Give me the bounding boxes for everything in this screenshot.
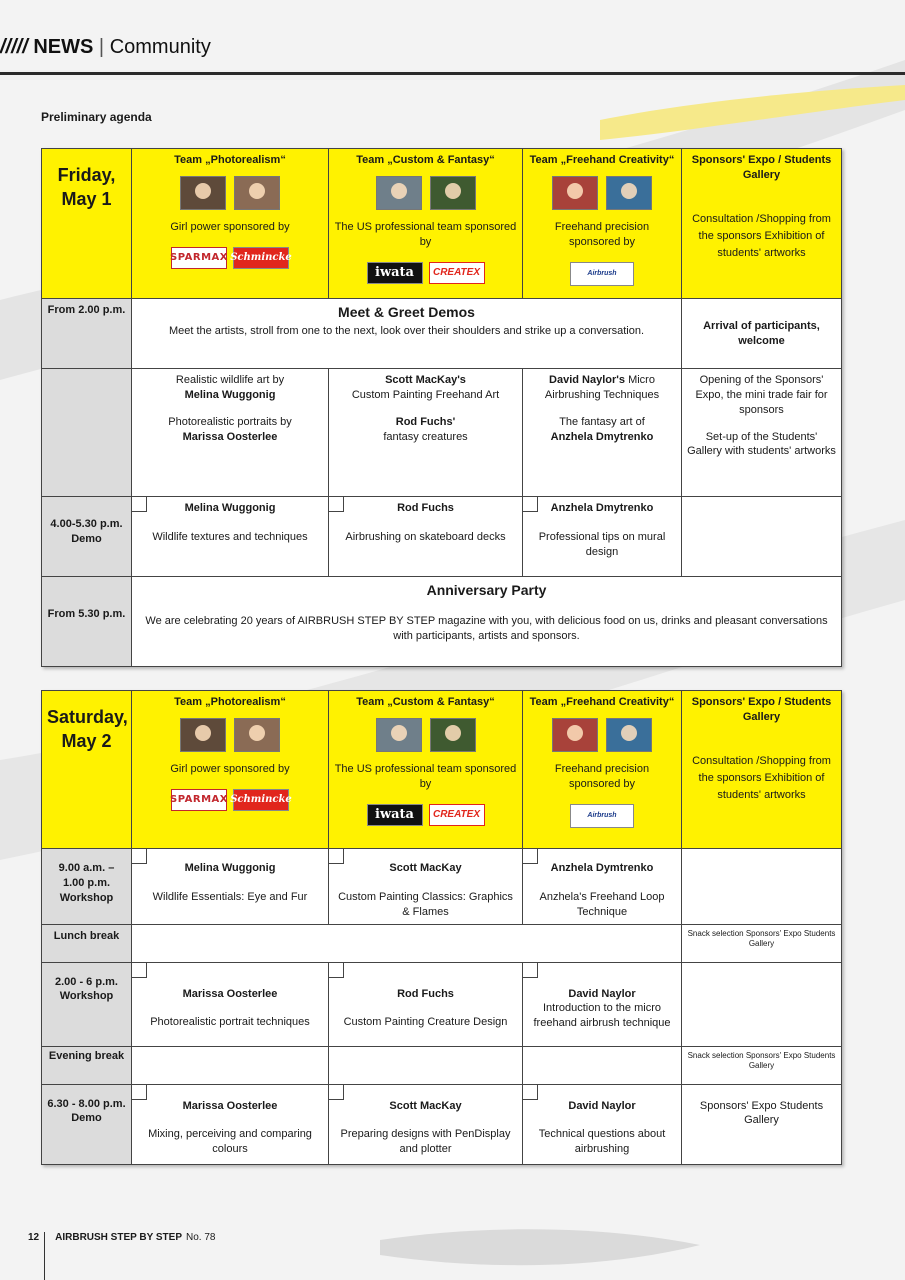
artist-photo [180,718,226,752]
team-name: Team „Custom & Fantasy“ [356,696,495,708]
workshop-session [329,849,523,925]
team-cell-photorealism [132,149,329,299]
artist-photo [606,176,652,210]
page-header [0,30,905,76]
lunch-expo-note: Snack selection Sponsors' Expo Students Gallery [682,924,842,962]
session-topic: Custom Painting Creature Design [343,1016,508,1029]
time-cell: Lunch break [42,924,132,962]
team-name: Team „Custom & Fantasy“ [356,154,495,166]
magazine-name: AIRBRUSH STEP BY STEP [55,1232,183,1243]
lunch-empty-cell [132,924,682,962]
meet-greet-cell [132,299,682,369]
evening-empty-cell [523,1046,682,1084]
artists-cell-freehand [523,369,682,497]
session-artist: Anzhela Dmytrenko [550,502,654,514]
team-photos [334,176,517,210]
artists-cell-custom-fantasy [329,369,523,497]
artist-photo [180,176,226,210]
team-name: Team „Photorealism“ [174,696,286,708]
session-checkbox[interactable] [328,848,344,864]
team-photos [528,176,676,210]
artist-photo [376,176,422,210]
artist-photo [552,176,598,210]
day-name: Friday, [57,165,116,185]
session-artist: Melina Wuggonig [184,502,276,514]
saturday-header-row [42,691,842,849]
demo-session [523,1084,682,1164]
section-title [0,36,211,59]
artist-name: Anzhela Dmytrenko [550,430,654,443]
expo-empty-cell [682,962,842,1046]
schmincke-logo: Schmincke [233,247,289,269]
sponsor-text: Girl power sponsored by [170,762,290,775]
time-cell [42,497,132,577]
session-artist: Rod Fuchs [397,987,454,1000]
team-cell-freehand-creativity [523,691,682,849]
session-artist: Rod Fuchs [397,502,454,514]
friday-artists-row [42,369,842,497]
expo-empty-cell [682,849,842,925]
expo-cell [682,691,842,849]
session-checkbox[interactable] [131,1084,147,1100]
artist-photo [376,718,422,752]
workshop-session [523,849,682,925]
session-kind: Workshop [59,990,114,1003]
evening-empty-cell [329,1046,523,1084]
saturday-demo-row [42,1084,842,1164]
saturday-workshop1-row [42,849,842,925]
artist-intro: The fantasy art of [559,415,645,428]
demo-session [523,497,682,577]
saturday-day-cell [42,691,132,849]
artist-photo [430,718,476,752]
time-cell [42,849,132,925]
team-name: Team „Photorealism“ [174,154,286,166]
party-cell [132,577,842,667]
demo-session [329,497,523,577]
session-topic: Anzhela's Freehand Loop Technique [539,890,665,918]
evening-empty-cell [132,1046,329,1084]
gallery-setup-text: Set-up of the Students' Gallery with students' artworks [687,430,836,458]
session-artist: Scott MacKay [389,862,462,874]
friday-party-row [42,577,842,667]
session-checkbox[interactable] [131,848,147,864]
artist-intro: Micro [628,374,655,386]
time-range: 9.00 a.m. – 1.00 p.m. [58,862,115,889]
friday-header-row [42,149,842,299]
expo-heading: Sponsors' Expo / Students Gallery [691,154,832,181]
demo-session [132,1084,329,1164]
artist-photo [606,718,652,752]
expo-demo-cell: Sponsors' Expo Students Gallery [682,1084,842,1164]
team-cell-custom-fantasy [329,691,523,849]
time-cell [42,1084,132,1164]
session-kind: Demo [71,532,102,545]
expo-text: Consultation /Shopping from the sponsors Exhibition of students' artworks [692,212,831,259]
session-checkbox[interactable] [522,848,538,864]
demo-session [329,1084,523,1164]
session-kind: Demo [71,1112,102,1125]
expo-heading: Sponsors' Expo / Students Gallery [691,696,832,723]
sponsor-logos [528,262,676,286]
expo-opening-text: Opening of the Sponsors' Expo, the mini trade fair for sponsors [695,374,828,416]
artist-intro: Custom Painting Freehand Art [351,388,500,401]
artist-name: Scott MacKay's [385,374,466,386]
day-name: Saturday, [47,707,128,727]
sponsor-logos [528,804,676,828]
expo-opening-cell [682,369,842,497]
saturday-workshop2-row [42,962,842,1046]
createx-logo: CREATEX [429,262,485,284]
session-artist: Melina Wuggonig [184,862,276,874]
party-title: Anniversary Party [426,582,547,598]
sponsor-logos [334,262,517,284]
day-date: May 1 [61,189,112,210]
session-checkbox[interactable] [131,962,147,978]
artist-photo [552,718,598,752]
iwata-logo: iwata [367,804,423,826]
airbrush-logo: Airbrush [570,804,634,828]
session-topic: Professional tips on mural design [538,530,666,558]
team-cell-photorealism [132,691,329,849]
artist-intro: Photorealistic portraits by [168,415,292,428]
sparmax-logo: SPARMAX [171,247,227,269]
schmincke-logo: Schmincke [233,789,289,811]
time-cell: Evening break [42,1046,132,1084]
workshop-session [132,849,329,925]
expo-arrival-cell: Arrival of participants, welcome [682,299,842,369]
time-range: 6.30 - 8.00 p.m. [47,1097,126,1110]
iwata-logo: iwata [367,262,423,284]
team-photos [528,718,676,752]
time-range: 2.00 - 6 p.m. [55,975,118,988]
sparmax-logo: SPARMAX [171,789,227,811]
sponsor-text: Freehand precision sponsored by [554,220,650,248]
session-topic: Introduction to the micro freehand airbrush technique [533,1002,671,1030]
session-checkbox[interactable] [328,496,344,512]
session-topic: Wildlife textures and techniques [152,530,308,543]
expo-empty-cell [682,497,842,577]
sponsor-logos [137,789,323,811]
artist-name: Marissa Oosterlee [182,430,278,443]
saturday-evening-row [42,1046,842,1084]
expo-cell [682,149,842,299]
session-checkbox[interactable] [522,1084,538,1100]
evening-expo-note: Snack selection Sponsors' Expo Students Gallery [682,1046,842,1084]
saturday-lunch-row [42,924,842,962]
sponsor-logos [137,247,323,269]
sponsor-text: The US professional team sponsored by [334,220,517,248]
workshop-session [523,962,682,1046]
artists-cell-photorealism [132,369,329,497]
session-topic: Custom Painting Classics: Graphics & Flames [338,890,513,918]
session-artist: Marissa Oosterlee [182,1099,278,1112]
time-cell: From 5.30 p.m. [42,577,132,667]
artist-name: Melina Wuggonig [184,388,276,401]
sponsor-text: Freehand precision sponsored by [554,762,650,790]
session-topic: Mixing, perceiving and comparing colours [148,1128,312,1156]
createx-logo: CREATEX [429,804,485,826]
session-checkbox[interactable] [522,962,538,978]
team-cell-freehand-creativity [523,149,682,299]
team-name: Team „Freehand Creativity“ [529,154,675,166]
friday-demo-row [42,497,842,577]
agenda-title: Preliminary agenda [41,110,152,124]
workshop-session [132,962,329,1046]
time-cell [42,962,132,1046]
header-rule [0,72,905,75]
team-cell-custom-fantasy [329,149,523,299]
artist-intro: Airbrushing Techniques [544,388,660,401]
session-artist: Scott MacKay [389,1099,462,1112]
page-footer [28,1232,215,1243]
time-cell: From 2.00 p.m. [42,299,132,369]
artist-name: Rod Fuchs' [395,415,456,428]
event-description: Meet the artists, stroll from one to the next, look over their shoulders and strike up a conversation. [168,324,645,337]
footer-divider [44,1232,45,1280]
header-separator: | [98,36,105,58]
demo-session [132,497,329,577]
session-checkbox[interactable] [522,496,538,512]
party-description: We are celebrating 20 years of AIRBRUSH STEP BY STEP magazine with you, with delicious food on us, drinks and pleasant conversations with participants, artists and sponsors. [145,614,828,642]
header-subsection: Community [109,36,211,58]
friday-day-cell [42,149,132,299]
page-number: 12 [28,1232,40,1243]
artist-photo [430,176,476,210]
session-topic: Photorealistic portrait techniques [150,1016,310,1029]
day-date: May 2 [61,731,112,752]
time-cell-empty [42,369,132,497]
artist-photo [234,718,280,752]
artist-photo [234,176,280,210]
time-range: 4.00-5.30 p.m. [50,518,123,530]
session-topic: Preparing designs with PenDisplay and plotter [340,1128,511,1156]
team-photos [334,718,517,752]
session-artist: David Naylor [568,987,636,1000]
issue-number: No. 78 [186,1232,216,1243]
session-checkbox[interactable] [328,962,344,978]
saturday-agenda-table [41,690,842,1165]
session-topic: Wildlife Essentials: Eye and Fur [152,890,308,903]
airbrush-logo: Airbrush [570,262,634,286]
friday-meet-greet-row [42,299,842,369]
artist-name: David Naylor's [549,374,626,386]
session-kind: Workshop [59,891,114,904]
team-name: Team „Freehand Creativity“ [529,696,675,708]
event-title: Meet & Greet Demos [338,304,475,320]
header-section: NEWS [33,36,94,58]
team-photos [137,718,323,752]
session-topic: Technical questions about airbrushing [538,1128,666,1156]
team-photos [137,176,323,210]
sponsor-text: The US professional team sponsored by [334,762,517,790]
workshop-session [329,962,523,1046]
sponsor-logos [334,804,517,826]
artist-intro: Realistic wildlife art by [175,374,285,386]
session-topic: Airbrushing on skateboard decks [345,530,506,543]
friday-agenda-table [41,148,842,667]
session-artist: Anzhela Dymtrenko [550,862,654,874]
header-slashes: ///// [0,36,28,58]
session-artist: Marissa Oosterlee [182,987,278,1000]
sponsor-text: Girl power sponsored by [170,220,290,233]
session-checkbox[interactable] [131,496,147,512]
expo-text: Consultation /Shopping from the sponsors Exhibition of students' artworks [692,754,831,801]
artist-intro: fantasy creatures [383,430,468,443]
session-artist: David Naylor [568,1099,636,1112]
session-checkbox[interactable] [328,1084,344,1100]
